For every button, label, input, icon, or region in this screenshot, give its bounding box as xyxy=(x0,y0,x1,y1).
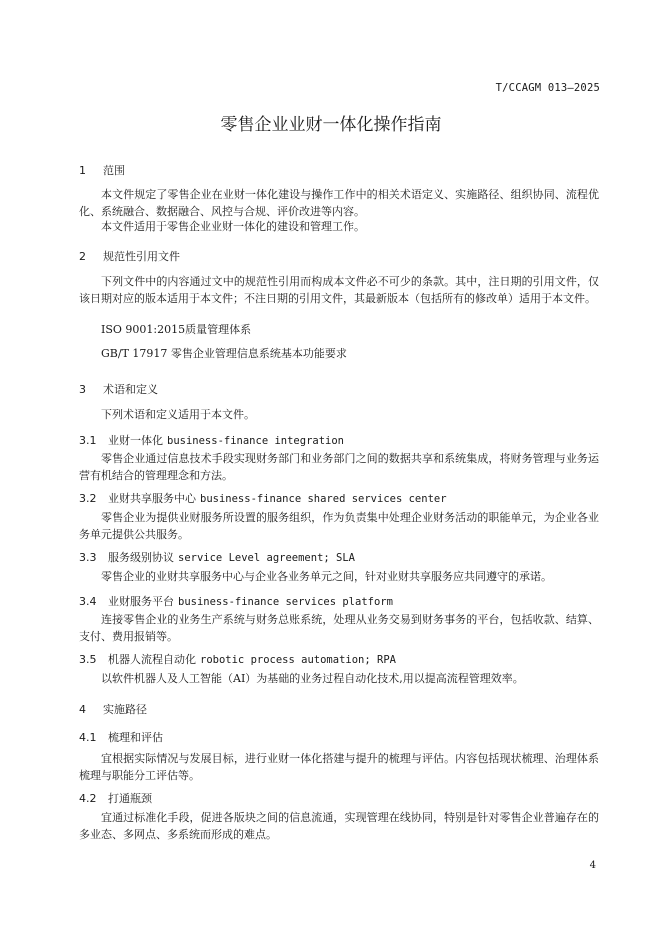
term-number: 3.5 xyxy=(79,653,97,666)
term-number: 3.4 xyxy=(79,595,97,608)
section-number: 4 xyxy=(79,703,86,716)
section-3-heading xyxy=(79,381,158,397)
term-zh: 业财服务平台 xyxy=(108,595,174,608)
section-1-paragraph-2: 本文件适用于零售企业业财一体化的建设和管理工作。 xyxy=(101,220,365,233)
term-3-1-heading xyxy=(79,432,344,448)
term-number: 3.3 xyxy=(79,551,97,564)
section-3-intro: 下列术语和定义适用于本文件。 xyxy=(101,408,255,421)
term-3-3-heading xyxy=(79,549,355,565)
page-number: 4 xyxy=(589,860,596,871)
term-zh: 业财一体化 xyxy=(108,434,163,447)
subsection-4-1-heading xyxy=(79,729,163,745)
section-title: 规范性引用文件 xyxy=(103,250,180,263)
term-number: 3.1 xyxy=(79,434,97,447)
term-en: service Level agreement; SLA xyxy=(178,552,356,564)
term-en: business-finance services platform xyxy=(178,596,393,608)
section-2-heading xyxy=(79,248,180,264)
subsection-4-2-heading xyxy=(79,790,152,806)
term-3-5-heading xyxy=(79,651,396,667)
section-number: 2 xyxy=(79,250,86,263)
term-3-2-heading xyxy=(79,490,447,506)
section-title: 实施路径 xyxy=(103,703,147,716)
section-1-paragraph-1: 本文件规定了零售企业在业财一体化建设与操作工作中的相关术语定义、实施路径、组织协同、流程优化、系统融合、数据融合、风控与合规、评价改进等内容。 xyxy=(79,188,599,218)
term-en: business-finance shared services center xyxy=(200,493,447,505)
section-2-paragraph: 下列文件中的内容通过文中的规范性引用而构成本文件必不可少的条款。其中，注日期的引用文件，仅该日期对应的版本适用于本文件；不注日期的引用文件，其最新版本（包括所有的修改单）适用于本文件。 xyxy=(79,275,599,305)
term-zh: 机器人流程自动化 xyxy=(108,653,196,666)
subsection-title: 梳理和评估 xyxy=(108,731,163,744)
term-en: robotic process automation; RPA xyxy=(200,654,396,666)
subsection-number: 4.1 xyxy=(79,731,97,744)
section-title: 范围 xyxy=(103,164,125,177)
subsection-number: 4.2 xyxy=(79,792,97,805)
term-3-4-definition: 连接零售企业的业务生产系统与财务总账系统，处理从业务交易到财务事务的平台，包括收款、结算、支付、费用报销等。 xyxy=(79,613,599,643)
section-title: 术语和定义 xyxy=(103,383,158,396)
term-zh: 服务级别协议 xyxy=(108,551,174,564)
section-number: 1 xyxy=(79,164,86,177)
subsection-4-2-paragraph: 宜通过标准化手段，促进各版块之间的信息流通，实现管理在线协同，特别是针对零售企业普遍存在的多业态、多网点、多系统而形成的难点。 xyxy=(79,811,599,841)
term-number: 3.2 xyxy=(79,492,97,505)
document-code: T/CCAGM 013—2025 xyxy=(495,82,600,94)
term-en: business-finance integration xyxy=(167,435,345,447)
term-3-3-definition: 零售企业的业财共享服务中心与企业各业务单元之间，针对业财共享服务应共同遵守的承诺。 xyxy=(101,570,552,583)
section-number: 3 xyxy=(79,383,86,396)
reference-gbt-17917: GB/T 17917 零售企业管理信息系统基本功能要求 xyxy=(101,347,347,360)
term-3-4-heading xyxy=(79,593,393,609)
term-3-5-definition: 以软件机器人及人工智能（AI）为基础的业务过程自动化技术,用以提高流程管理效率。 xyxy=(101,672,524,685)
term-zh: 业财共享服务中心 xyxy=(108,492,196,505)
document-title: 零售企业业财一体化操作指南 xyxy=(220,115,442,135)
term-3-2-definition: 零售企业为提供业财服务所设置的服务组织，作为负责集中处理企业财务活动的职能单元，为企业各业务单元提供公共服务。 xyxy=(79,511,599,541)
reference-iso-9001: ISO 9001:2015质量管理体系 xyxy=(101,323,252,336)
subsection-4-1-paragraph: 宜根据实际情况与发展目标，进行业财一体化搭建与提升的梳理与评估。内容包括现状梳理、治理体系梳理与职能分工评估等。 xyxy=(79,752,599,782)
subsection-title: 打通瓶颈 xyxy=(108,792,152,805)
section-4-heading xyxy=(79,701,147,717)
section-1-heading xyxy=(79,162,125,178)
term-3-1-definition: 零售企业通过信息技术手段实现财务部门和业务部门之间的数据共享和系统集成，将财务管理与业务运营有机结合的管理理念和方法。 xyxy=(79,452,599,482)
